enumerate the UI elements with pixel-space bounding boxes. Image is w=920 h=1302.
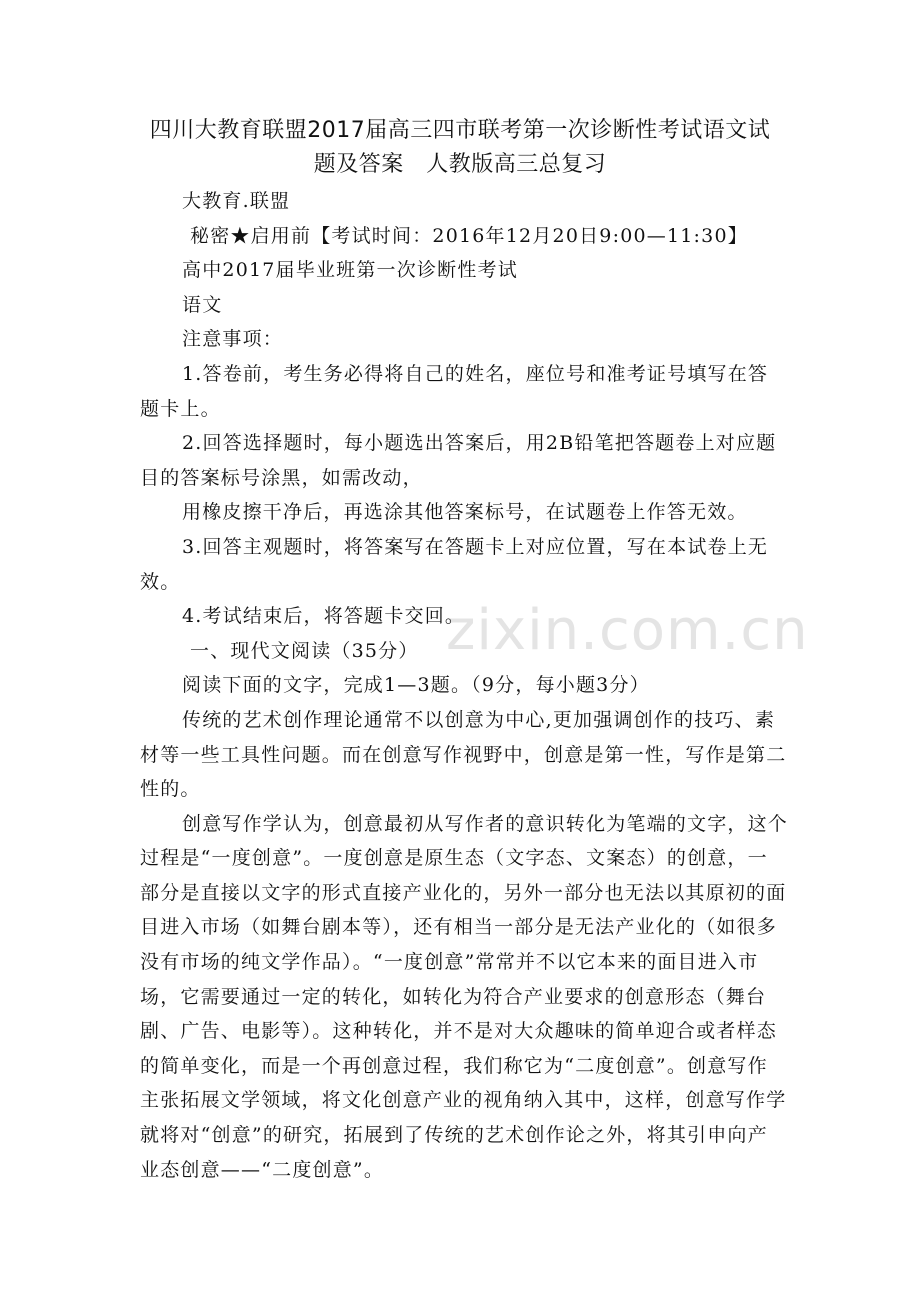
passage-paragraph-1: 传统的艺术创作理论通常不以创意为中心,更加强调创作的技巧、素材等一些工具性问题。而在创意写作视野中，创意是第一性，写作是第二性的。	[140, 708, 787, 801]
watermark: zixin.com.cn	[446, 598, 809, 663]
notice-item-2: 2.回答选择题时，每小题选出答案后，用2B铅笔把答题卷上对应题目的答案标号涂黑，如需改动，	[140, 432, 777, 489]
notice-heading: 注意事项：	[182, 328, 284, 351]
passage-paragraph-2: 创意写作学认为，创意最初从写作者的意识转化为笔端的文字，这个过程是“一度创意”。一度创意是原生态（文字态、文案态）的创意，一部分是直接以文字的形式直接产业化的，另外一部分也无法以其原初的面目进入市场（如舞台剧本等），还有相当一部分是无法产业化的（如很多没有市场的纯文学作品）。“一度创意”常常并不以它本来的面目进入市场，它需要通过一定的转化，如转化为符合产业要求的创意形态（舞台剧、广告、电影等）。这种转化，并不是对大众趣味的简单迎合或者样态的简单变化，而是一个再创意过程，我们称它为“二度创意”。创意写作主张拓展文学领域，将文化创意产业的视角纳入其中，这样，创意写作学就将对“创意”的研究，拓展到了传统的艺术创作论之外，将其引申向产业态创意——“二度创意”。	[140, 812, 789, 1181]
exam-name-line: 高中2017届毕业班第一次诊断性考试	[182, 259, 518, 282]
notice-item-2-continued: 用橡皮擦干净后，再选涂其他答案标号，在试题卷上作答无效。	[182, 501, 748, 524]
notice-item-1: 1.答卷前，考生务必得将自己的姓名，座位号和准考证号填写在答题卡上。	[140, 362, 769, 420]
publisher-line: 大教育.联盟	[182, 190, 291, 212]
notice-item-4: 4.考试结束后，将答题卡交回。	[182, 605, 466, 628]
title-line-1: 四川大教育联盟2017届高三四市联考第一次诊断性考试语文试	[149, 118, 771, 143]
document-title	[140, 114, 780, 182]
exam-time-line: 秘密★启用前【考试时间：2016年12月20日9:00—11:30】	[190, 224, 748, 247]
document-body	[140, 184, 788, 1187]
subject-line: 语文	[182, 293, 223, 316]
title-line-2: 题及答案 人教版高三总复习	[313, 152, 607, 177]
section-heading: 一、现代文阅读（35分）	[190, 639, 419, 662]
reading-instruction: 阅读下面的文字，完成1—3题。（9分，每小题3分）	[182, 674, 650, 697]
notice-item-3: 3.回答主观题时，将答案写在答题卡上对应位置，写在本试卷上无效。	[140, 535, 769, 593]
